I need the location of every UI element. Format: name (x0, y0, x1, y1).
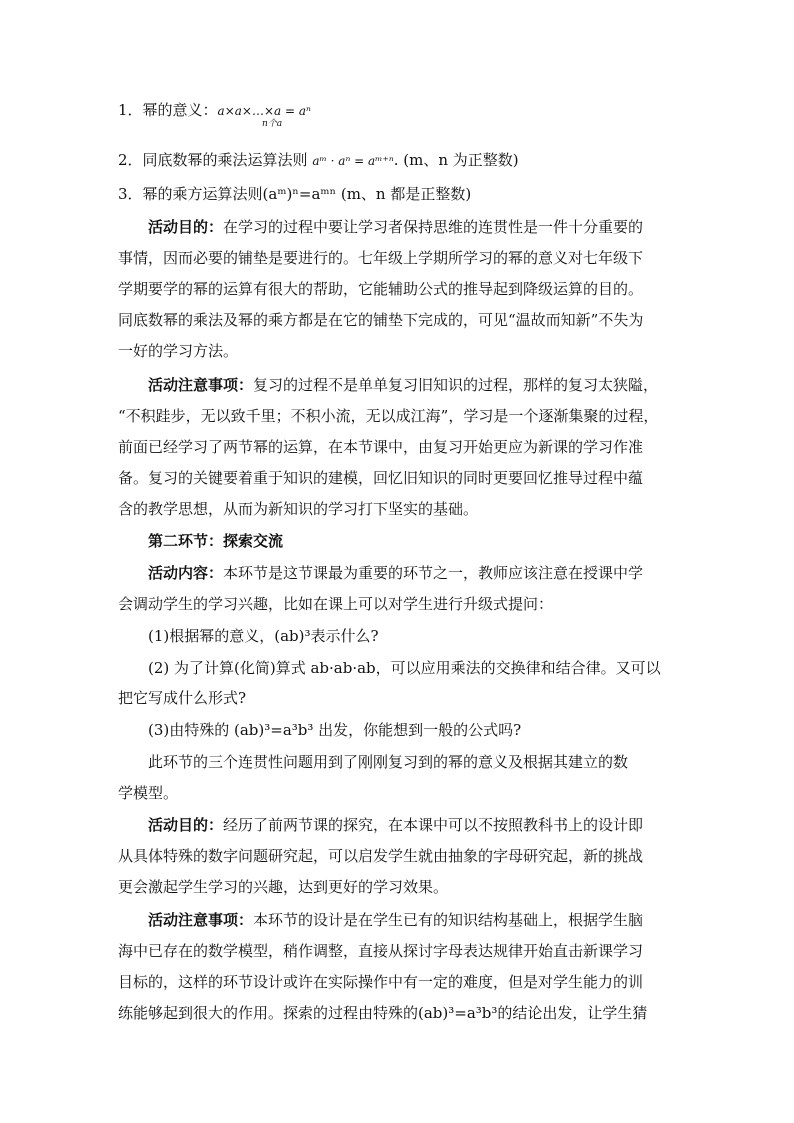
para3-line2: 会调动学生的学习兴趣，比如在课上可以对学生进行升级式提问： (118, 595, 554, 613)
para2-line5: 含的教学思想，从而为新知识的学习打下坚实的基础。 (118, 500, 479, 518)
para3-line1 (148, 563, 718, 583)
para2-line2: “不积跬步，无以致千里；不积小流，无以成江海”，学习是一个逐渐集聚的过程， (118, 407, 659, 425)
formula-underbrace-label: n个a (262, 119, 283, 129)
para4-line2: 学模型。 (118, 784, 179, 802)
question-2-line1: (2) 为了计算(化简)算式 ab·ab·ab，可以应用乘法的交换律和结合律。又可以 (148, 659, 661, 677)
para1-line4: 同底数幂的乘法及幂的乘方都是在它的铺垫下完成的，可见“温故而知新”不失为 (118, 311, 644, 329)
para6-line1 (148, 910, 718, 930)
para1-line2: 事情，因而必要的铺垫是要进行的。七年级上学期所学习的幂的意义对七年级下 (118, 249, 644, 267)
review-item-2 (118, 150, 688, 171)
item-condition: . (m、n 为正整数) (393, 151, 519, 169)
para-heading: 活动注意事项： (148, 911, 254, 929)
question-3: (3)由特殊的 (ab)³=a³b³ 出发，你能想到一般的公式吗? (148, 721, 522, 739)
para-text: 本环节的设计是在学生已有的知识结构基础上，根据学生脑 (253, 911, 644, 929)
para-text: 复习的过程不是单单复习旧知识的过程，那样的复习太狭隘， (253, 376, 659, 394)
product-rule-formula: aᵐ · aⁿ = aᵐ⁺ⁿ (312, 154, 394, 168)
para-heading: 活动目的： (148, 816, 224, 834)
question-1: (1)根据幂的意义，(ab)³表示什么? (148, 627, 379, 645)
para1-line3: 学期要学的幂的运算有很大的帮助，它能辅助公式的推导起到降级运算的目的。 (118, 280, 644, 298)
para-heading: 活动注意事项： (148, 376, 254, 394)
para2-line3: 前面已经学习了两节幂的运算，在本节课中，由复习开始更应为新课的学习作准 (118, 438, 644, 456)
review-item-3: 3．幂的乘方运算法则(aᵐ)ⁿ=aᵐⁿ (m、n 都是正整数) (118, 185, 472, 203)
para6-line4: 练能够起到很大的作用。探索的过程由特殊的(ab)³=a³b³的结论出发，让学生猜 (118, 1004, 648, 1022)
para6-line3: 目标的，这样的环节设计或许在实际操作中有一定的难度，但是对学生能力的训 (118, 973, 644, 991)
para-text: 经历了前两节课的探究，在本课中可以不按照教科书上的设计即 (223, 816, 644, 834)
review-item-1 (118, 100, 688, 121)
para5-line1 (148, 815, 718, 835)
para-heading: 活动目的： (148, 218, 224, 236)
item-label: 1．幂的意义： (118, 101, 218, 119)
para5-line2: 从具体特殊的数字问题研究起，可以启发学生就由抽象的字母研究起，新的挑战 (118, 847, 644, 865)
para1-line5: 一好的学习方法。 (118, 342, 239, 360)
para-heading: 活动内容： (148, 564, 224, 582)
para-text: 在学习的过程中要让学习者保持思维的连贯性是一件十分重要的 (223, 218, 644, 236)
para4-line1: 此环节的三个连贯性问题用到了刚刚复习到的幂的意义及根据其建立的数 (148, 753, 629, 771)
para1-line1 (148, 217, 718, 237)
question-2-line2: 把它写成什么形式? (118, 689, 247, 707)
section-heading: 第二环节：探索交流 (148, 532, 284, 550)
para2-line4: 备。复习的关键要着重于知识的建模，回忆旧知识的同时更要回忆推导过程中蕴 (118, 469, 644, 487)
para2-line1 (148, 375, 718, 395)
para5-line3: 更会激起学生学习的兴趣，达到更好的学习效果。 (118, 878, 449, 896)
item-label: 2．同底数幂的乘法运算法则 (118, 151, 308, 169)
para6-line2: 海中已存在的数学模型，稍作调整，直接从探讨字母表达规律开始直击新课学习 (118, 942, 644, 960)
power-definition-formula: a×a×…×a = aⁿ (217, 104, 311, 118)
para-text: 本环节是这节课最为重要的环节之一，教师应该注意在授课中学 (223, 564, 644, 582)
